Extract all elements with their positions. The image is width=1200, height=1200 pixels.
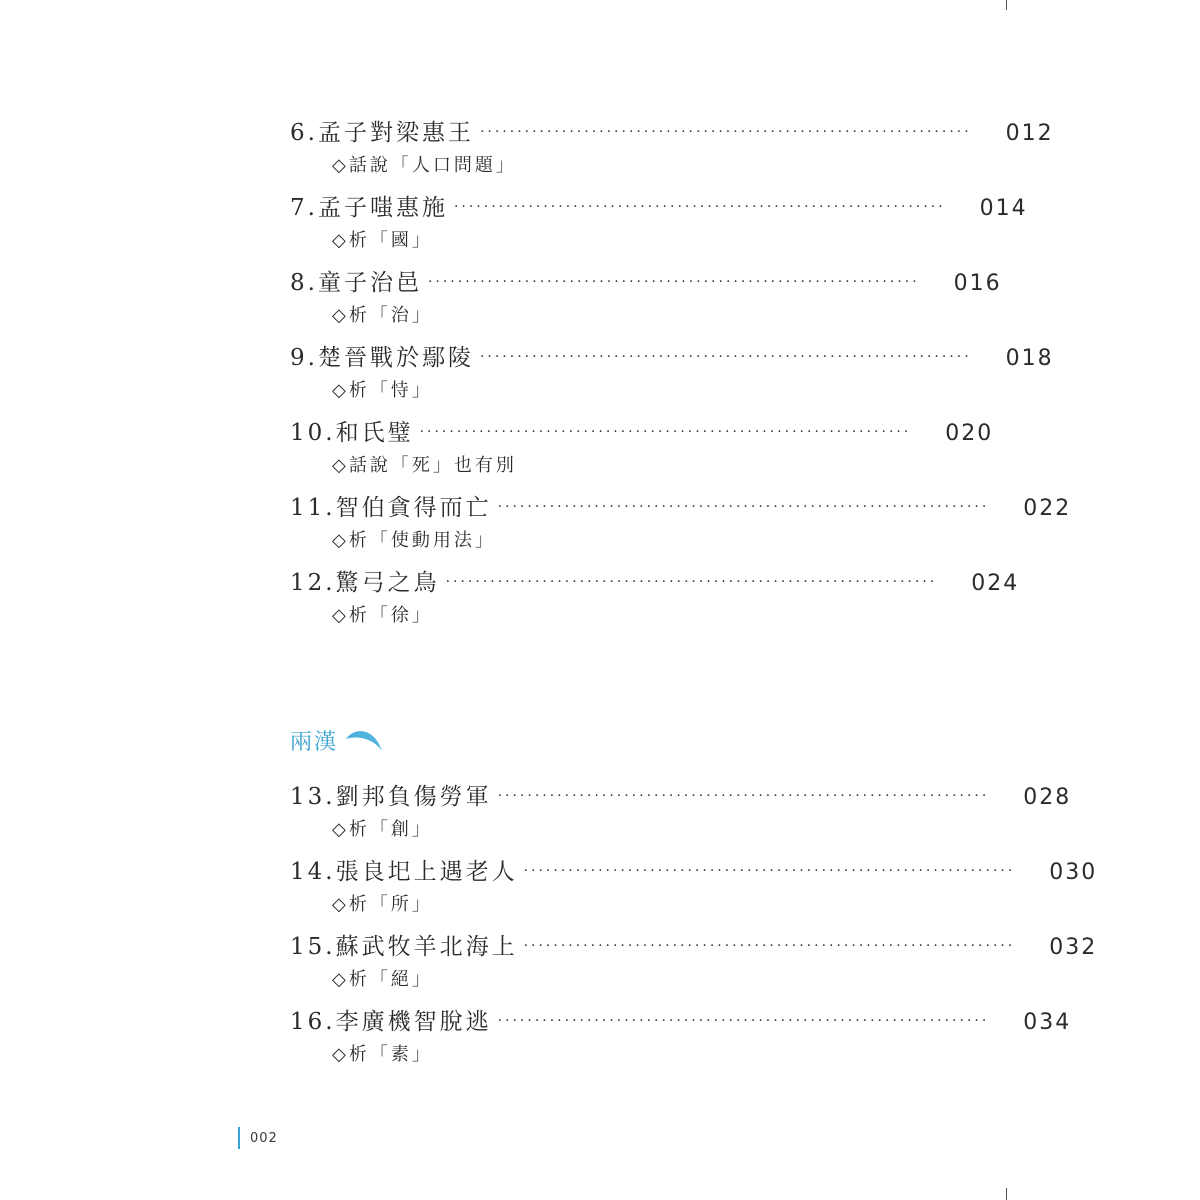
toc-entry-title: 6.孟子對梁惠王 bbox=[290, 120, 474, 146]
leaf-icon bbox=[344, 725, 384, 755]
crop-mark-bottom bbox=[1006, 1188, 1007, 1200]
toc-entry-page: 024 bbox=[971, 571, 1020, 596]
toc-entry-page: 022 bbox=[1023, 496, 1072, 521]
toc-entry-line[interactable] bbox=[290, 414, 994, 448]
toc-entry-note: ◇析「徐」 bbox=[332, 605, 433, 626]
toc-entry-note: ◇析「創」 bbox=[332, 819, 433, 840]
dot-leader: ·································································· bbox=[479, 124, 972, 140]
dot-leader: ·································································· bbox=[497, 1013, 990, 1029]
toc-entry-note: ◇析「治」 bbox=[332, 305, 433, 326]
toc-entry-note: ◇析「絕」 bbox=[332, 969, 433, 990]
toc-entry-line[interactable] bbox=[290, 928, 1098, 962]
toc-entry-line[interactable] bbox=[290, 339, 1054, 373]
toc-entry-title: 11.智伯貪得而亡 bbox=[290, 495, 492, 521]
toc-list-part1 bbox=[290, 114, 1072, 639]
dot-leader: ·································································· bbox=[479, 349, 972, 365]
toc-entry-page: 028 bbox=[1023, 785, 1072, 810]
toc-entry-line[interactable] bbox=[290, 564, 1020, 598]
toc-entry-note: ◇析「素」 bbox=[332, 1044, 433, 1065]
toc-entry-title: 16.李廣機智脫逃 bbox=[290, 1009, 492, 1035]
toc-entry-line[interactable] bbox=[290, 489, 1072, 523]
toc-entry-title: 9.楚晉戰於鄢陵 bbox=[290, 345, 474, 371]
toc-entry-page: 016 bbox=[953, 271, 1002, 296]
page-folio bbox=[238, 1127, 278, 1149]
dot-leader: ·································································· bbox=[445, 574, 938, 590]
toc-entry-title: 12.驚弓之鳥 bbox=[290, 570, 440, 596]
toc-entry bbox=[290, 189, 1028, 264]
dot-leader: ·································································· bbox=[419, 424, 912, 440]
toc-entry bbox=[290, 264, 1002, 339]
toc-entry-page: 032 bbox=[1049, 935, 1098, 960]
toc-entry-page: 020 bbox=[945, 421, 994, 446]
toc-entry-line[interactable] bbox=[290, 778, 1072, 812]
toc-entry-page: 034 bbox=[1023, 1010, 1072, 1035]
toc-entry-title: 13.劉邦負傷勞軍 bbox=[290, 784, 492, 810]
toc-entry bbox=[290, 853, 1098, 928]
folio-bar bbox=[238, 1127, 240, 1149]
toc-entry bbox=[290, 928, 1098, 1003]
toc-entry-title: 8.童子治邑 bbox=[290, 270, 422, 296]
toc-entry-line[interactable] bbox=[290, 264, 1002, 298]
section-heading bbox=[290, 722, 384, 758]
toc-entry bbox=[290, 564, 1020, 639]
toc-entry-note: ◇析「國」 bbox=[332, 230, 433, 251]
toc-entry-page: 018 bbox=[1005, 346, 1054, 371]
page-number: 002 bbox=[250, 1130, 278, 1146]
crop-mark-top bbox=[1006, 0, 1007, 10]
toc-entry-note: ◇析「所」 bbox=[332, 894, 433, 915]
toc-entry-title: 14.張良圯上遇老人 bbox=[290, 859, 518, 885]
dot-leader: ·································································· bbox=[497, 788, 990, 804]
toc-entry-line[interactable] bbox=[290, 853, 1098, 887]
toc-entry-page: 030 bbox=[1049, 860, 1098, 885]
toc-entry-note: ◇析「使動用法」 bbox=[332, 530, 496, 551]
toc-entry-line[interactable] bbox=[290, 114, 1054, 148]
toc-entry-note: ◇析「恃」 bbox=[332, 380, 433, 401]
dot-leader: ·································································· bbox=[497, 499, 990, 515]
section-title: 兩漢 bbox=[290, 729, 339, 755]
toc-entry bbox=[290, 339, 1054, 414]
toc-entry bbox=[290, 114, 1054, 189]
toc-entry-note: ◇話說「人口問題」 bbox=[332, 155, 517, 176]
toc-list-part2 bbox=[290, 778, 1098, 1078]
toc-entry-title: 10.和氏璧 bbox=[290, 420, 414, 446]
dot-leader: ·································································· bbox=[523, 863, 1016, 879]
toc-entry bbox=[290, 778, 1072, 853]
toc-entry-note: ◇話說「死」也有別 bbox=[332, 455, 517, 476]
toc-entry-page: 014 bbox=[979, 196, 1028, 221]
toc-entry bbox=[290, 489, 1072, 564]
toc-entry-page: 012 bbox=[1005, 121, 1054, 146]
dot-leader: ·································································· bbox=[523, 938, 1016, 954]
dot-leader: ·································································· bbox=[453, 199, 946, 215]
toc-entry bbox=[290, 414, 994, 489]
toc-entry-line[interactable] bbox=[290, 189, 1028, 223]
toc-entry-title: 15.蘇武牧羊北海上 bbox=[290, 934, 518, 960]
toc-entry-line[interactable] bbox=[290, 1003, 1072, 1037]
dot-leader: ·································································· bbox=[427, 274, 920, 290]
toc-entry-title: 7.孟子嗤惠施 bbox=[290, 195, 448, 221]
toc-entry bbox=[290, 1003, 1072, 1078]
